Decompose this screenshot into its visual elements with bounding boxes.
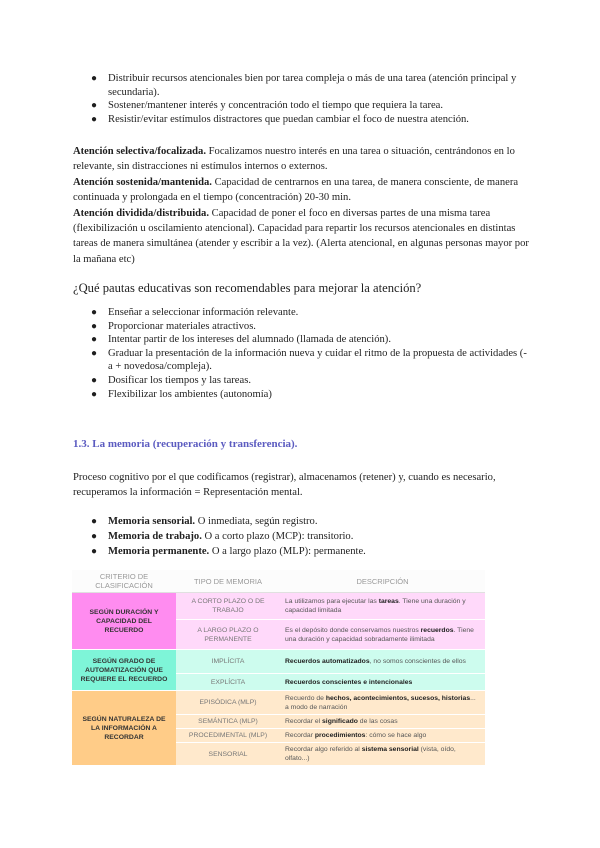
list-item: ● Distribuir recursos atencionales bien por tarea compleja o más de una tarea (atención principal y secundaria). xyxy=(91,73,517,98)
criterion-automation: SEGÚN GRADO DE AUTOMATIZACIÓN QUE REQUIERE EL RECUERDO xyxy=(72,650,176,691)
bullet-icon: ● xyxy=(91,307,98,318)
list-item: ● Sostener/mantener interés y concentración todo el tiempo que requiera la tarea. xyxy=(91,100,444,112)
memory-type: A LARGO PLAZO O PERMANENTE xyxy=(176,620,280,650)
attention-types xyxy=(73,144,535,267)
memory-type: EPISÓDICA (MLP) xyxy=(176,691,280,715)
list-item: ● Dosificar los tiempos y las tareas. xyxy=(91,374,251,386)
header-description: DESCRIPCIÓN xyxy=(280,570,485,593)
header-criterion: CRITERIO DE CLASIFICACIÓN xyxy=(72,570,176,593)
section-title: 1.3. La memoria (recuperación y transferencia). xyxy=(73,438,298,450)
attention-goals-list xyxy=(74,72,534,126)
memory-type: IMPLÍCITA xyxy=(176,650,280,674)
memory-description: Recuerdo de hechos, acontecimientos, sucesos, historias... a modo de narración xyxy=(280,691,485,715)
bullet-icon: ● xyxy=(91,73,98,84)
memory-types-list xyxy=(74,514,534,559)
memory-description: Recuerdos conscientes e intencionales xyxy=(280,674,485,691)
memory-type: PROCEDIMENTAL (MLP) xyxy=(176,729,280,743)
memory-description: Recordar algo referido al sistema sensorial (vista, oído, olfato...) xyxy=(280,743,485,766)
memory-type: A CORTO PLAZO O DE TRABAJO xyxy=(176,593,280,620)
table-row xyxy=(72,650,485,674)
list-item: ● Proporcionar materiales atractivos. xyxy=(91,320,256,332)
bullet-icon: ● xyxy=(91,113,98,125)
memory-description: La utilizamos para ejecutar las tareas. Tiene una duración y capacidad limitada xyxy=(280,593,485,620)
list-item: ● Resistir/evitar estímulos distractores que puedan cambiar el foco de nuestra atención. xyxy=(91,113,469,125)
memory-type: SEMÁNTICA (MLP) xyxy=(176,715,280,729)
list-item: ● Intentar partir de los intereses del alumnado (llamada de atención). xyxy=(91,334,391,346)
list-item: ● Memoria de trabajo. O a corto plazo (MCP): transitorio. xyxy=(91,531,354,542)
list-item: ● Memoria permanente. O a largo plazo (MLP): permanente. xyxy=(91,546,366,557)
bullet-icon: ● xyxy=(91,100,98,112)
bullet-icon: ● xyxy=(91,516,98,527)
table-row xyxy=(72,691,485,715)
memory-description: Es el depósito donde conservamos nuestros recuerdos. Tiene una duración y capacidad sobradamente ilimitada xyxy=(280,620,485,650)
list-item: ● Flexibilizar los ambientes (autonomía) xyxy=(91,388,272,400)
memory-type: EXPLÍCITA xyxy=(176,674,280,691)
memory-definition: Proceso cognitivo por el que codificamos (registrar), almacenamos (retener) y, cuando es necesario, recuperamos la información = Representación mental. xyxy=(73,472,496,498)
question-heading: ¿Qué pautas educativas son recomendables para mejorar la atención? xyxy=(73,281,422,295)
bullet-icon: ● xyxy=(91,388,98,400)
list-item: ● Enseñar a seleccionar información relevante. xyxy=(91,307,299,318)
header-type: TIPO DE MEMORIA xyxy=(176,570,280,593)
list-item: ● Memoria sensorial. O inmediata, según registro. xyxy=(91,516,318,527)
bullet-icon: ● xyxy=(91,334,98,346)
bullet-icon: ● xyxy=(91,546,98,557)
pautas-list xyxy=(74,306,534,401)
memory-description: Recordar procedimientos: cómo se hace algo xyxy=(280,729,485,743)
attention-type-divided: Atención dividida/distribuida. Capacidad de poner el foco en diversas partes de una misma tarea (flexibilización u oscilamiento atencional). Capacidad para repartir los recursos atencionales en distintas tareas de manera simultánea (atender y escribir a la vez). (Alerta atencional, en algunas personas mayor por la mañana etc) xyxy=(73,207,529,265)
memory-description: Recuerdos automatizados, no somos conscientes de ellos xyxy=(280,650,485,674)
criterion-duration: SEGÚN DURACIÓN Y CAPACIDAD DEL RECUERDO xyxy=(72,593,176,650)
criterion-nature: SEGÚN NATURALEZA DE LA INFORMACIÓN A RECORDAR xyxy=(72,691,176,766)
table-row xyxy=(72,593,485,620)
attention-type-selective: Atención selectiva/focalizada. Focalizamos nuestro interés en una tarea o situación, centrándonos en lo relevante, sin distracciones ni estímulos internos o externos. xyxy=(73,146,515,173)
memory-description: Recordar el significado de las cosas xyxy=(280,715,485,729)
bullet-icon: ● xyxy=(91,374,98,386)
attention-type-sustained: Atención sostenida/mantenida. Capacidad de centrarnos en una tarea, de manera consciente, de manera continuada y prolongada en el tiempo (concentración) 20-30 min. xyxy=(73,176,519,204)
table-header-row xyxy=(72,570,485,593)
bullet-icon: ● xyxy=(91,531,98,542)
memory-type: SENSORIAL xyxy=(176,743,280,766)
bullet-icon: ● xyxy=(91,320,98,332)
bullet-icon: ● xyxy=(91,347,98,359)
list-item: ● Graduar la presentación de la información nueva y cuidar el ritmo de la propuesta de actividades (- a + novedosa/compleja). xyxy=(91,347,527,373)
memory-classification-table xyxy=(72,570,485,766)
